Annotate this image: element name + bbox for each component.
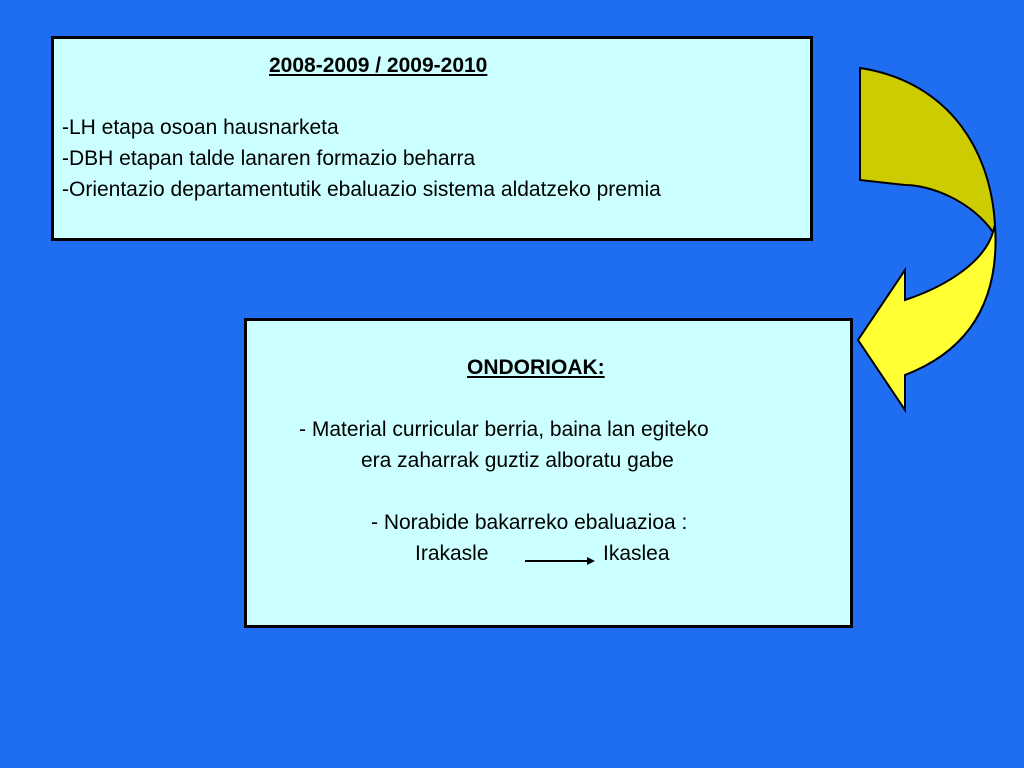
bottom-box-item1-line2: era zaharrak guztiz alboratu gabe bbox=[361, 449, 674, 472]
curved-arrow-upper bbox=[860, 68, 995, 232]
top-box bbox=[51, 36, 813, 241]
right-arrow-icon bbox=[515, 540, 605, 570]
bottom-box-item1-line1: - Material curricular berria, baina lan egiteko bbox=[299, 418, 709, 441]
top-box-line-2: -DBH etapan talde lanaren formazio beharra bbox=[62, 147, 476, 170]
top-box-line-1: -LH etapa osoan hausnarketa bbox=[62, 116, 339, 139]
top-box-heading: 2008-2009 / 2009-2010 bbox=[269, 54, 488, 77]
top-box-line-3: -Orientazio departamentutik ebaluazio sistema aldatzeko premia bbox=[62, 178, 661, 201]
flow-to-label: Ikaslea bbox=[603, 542, 670, 565]
curved-arrow-lower bbox=[858, 225, 996, 410]
bottom-box-heading: ONDORIOAK: bbox=[467, 356, 605, 379]
flow-from-label: Irakasle bbox=[415, 542, 489, 565]
bottom-box-item2-line1: - Norabide bakarreko ebaluazioa : bbox=[371, 511, 688, 534]
bottom-box bbox=[244, 318, 853, 628]
